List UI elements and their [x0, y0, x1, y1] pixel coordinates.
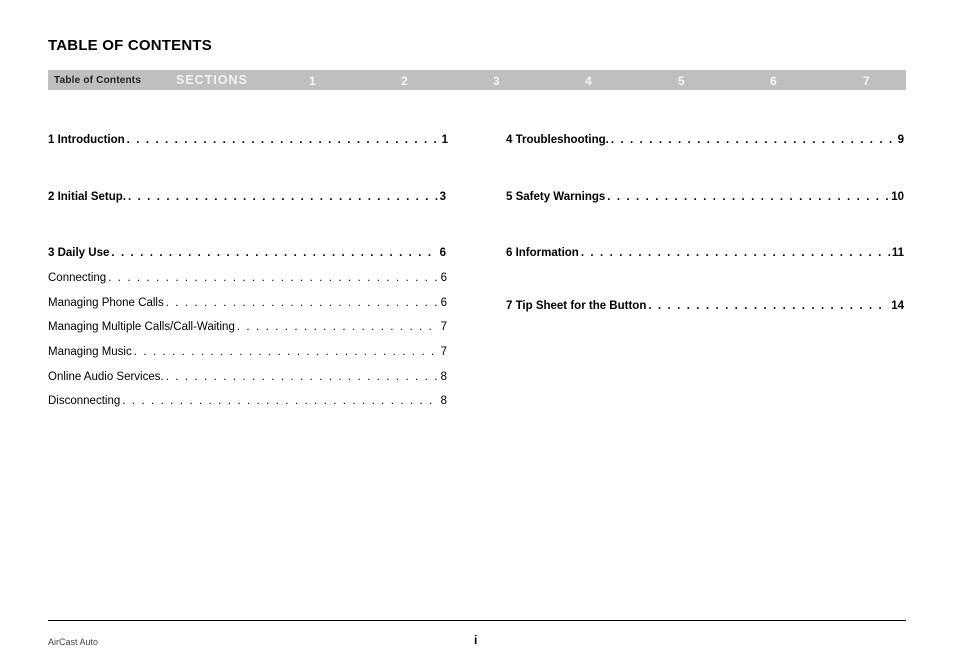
toc-entry-page: 14 — [891, 300, 904, 312]
toc-entry-troubleshooting[interactable] — [506, 134, 904, 146]
toc-entry-page: 8 — [440, 371, 447, 383]
nav-section-2-link[interactable]: 2 — [401, 74, 408, 88]
toc-entry-page: 3 — [439, 191, 446, 203]
page-title: TABLE OF CONTENTS — [48, 37, 212, 54]
toc-entry-information[interactable] — [506, 247, 904, 259]
toc-entry-page: 7 — [440, 321, 447, 333]
toc-leader-dots — [166, 297, 439, 309]
toc-entry-label: Managing Music — [48, 346, 132, 358]
toc-entry-label: Online Audio Services. — [48, 371, 164, 383]
toc-leader-dots — [648, 300, 889, 312]
toc-entry-page: 9 — [897, 134, 904, 146]
toc-entry-label: Managing Phone Calls — [48, 297, 164, 309]
toc-entry-label: 5 Safety Warnings — [506, 191, 606, 203]
toc-entry-initial-setup[interactable] — [48, 191, 446, 203]
toc-entry-page: 6 — [440, 297, 447, 309]
nav-section-3-link[interactable]: 3 — [493, 74, 500, 88]
toc-entry-connecting[interactable] — [48, 272, 447, 284]
toc-entry-label: 6 Information — [506, 247, 579, 259]
toc-entry-label: Managing Multiple Calls/Call-Waiting — [48, 321, 235, 333]
toc-entry-page: 6 — [439, 247, 446, 259]
toc-leader-dots — [237, 321, 439, 333]
toc-entry-introduction[interactable] — [48, 134, 448, 146]
nav-toc-link[interactable]: Table of Contents — [54, 75, 142, 86]
toc-leader-dots — [607, 191, 889, 203]
toc-leader-dots — [581, 247, 890, 259]
toc-entry-online-audio-services[interactable] — [48, 371, 447, 383]
toc-leader-dots — [128, 191, 438, 203]
nav-section-5-link[interactable]: 5 — [678, 74, 685, 88]
toc-leader-dots — [134, 346, 439, 358]
toc-entry-page: 11 — [891, 247, 904, 259]
nav-section-4-link[interactable]: 4 — [585, 74, 592, 88]
toc-leader-dots — [166, 371, 439, 383]
toc-entry-label: 1 Introduction — [48, 134, 125, 146]
toc-entry-label: 7 Tip Sheet for the Button — [506, 300, 647, 312]
toc-entry-label: Connecting — [48, 272, 107, 284]
nav-section-1-link[interactable]: 1 — [309, 74, 316, 88]
footer-product-name: AirCast Auto — [48, 637, 99, 647]
toc-entry-label: Disconnecting — [48, 395, 121, 407]
toc-entry-safety-warnings[interactable] — [506, 191, 904, 203]
toc-leader-dots — [611, 134, 896, 146]
toc-entry-label: 2 Initial Setup. — [48, 191, 126, 203]
toc-entry-disconnecting[interactable] — [48, 395, 447, 407]
footer-page-number: i — [474, 633, 478, 647]
toc-entry-page: 1 — [441, 134, 448, 146]
toc-leader-dots — [122, 395, 438, 407]
toc-entry-page: 10 — [891, 191, 904, 203]
toc-entry-page: 7 — [440, 346, 447, 358]
nav-section-6-link[interactable]: 6 — [770, 74, 777, 88]
toc-entry-managing-music[interactable] — [48, 346, 447, 358]
toc-leader-dots — [111, 247, 437, 259]
toc-entry-label: 4 Troubleshooting. — [506, 134, 609, 146]
toc-entry-tip-sheet[interactable] — [506, 300, 904, 312]
nav-section-7-link[interactable]: 7 — [863, 74, 870, 88]
toc-entry-page: 6 — [440, 272, 447, 284]
toc-leader-dots — [127, 134, 440, 146]
footer-divider — [48, 620, 906, 621]
toc-entry-page: 8 — [440, 395, 447, 407]
toc-entry-managing-phone-calls[interactable] — [48, 297, 447, 309]
toc-entry-daily-use[interactable] — [48, 247, 446, 259]
nav-sections-label: SECTIONS — [176, 73, 248, 87]
toc-entry-label: 3 Daily Use — [48, 247, 110, 259]
section-nav-bar — [48, 70, 906, 90]
toc-leader-dots — [108, 272, 438, 284]
toc-entry-managing-multiple-calls[interactable] — [48, 321, 447, 333]
